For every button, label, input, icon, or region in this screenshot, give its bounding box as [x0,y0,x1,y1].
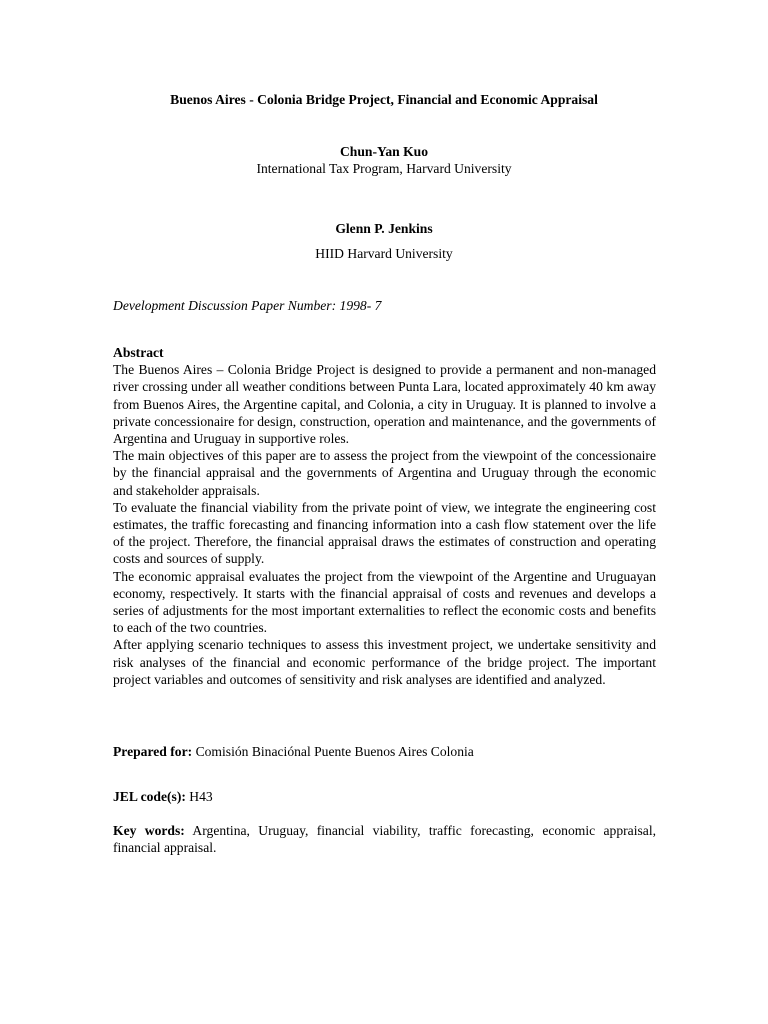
abstract-section [113,344,656,688]
prepared-for-line [113,743,656,760]
author-2-affiliation: HIID Harvard University [315,246,453,261]
author-1-name: Chun-Yan Kuo [339,144,429,159]
abstract-paragraph: The main objectives of this paper are to assess the project from the viewpoint of the concessionaire by the financial appraisal and the governments of Argentina and Uruguay through the economic and stakeholder appraisals. [113,448,656,498]
jel-code-value: H43 [189,789,213,804]
abstract-paragraph: To evaluate the financial viability from the private point of view, we integrate the engineering cost estimates, the traffic forecasting and financing information into a cash flow statement over the life of the project. Therefore, the financial appraisal draws the estimates of construction and operating costs and sources of supply. [113,499,656,567]
keywords-block [113,822,656,856]
jel-code-line [113,788,656,805]
jel-code-label: JEL code(s): [113,789,186,804]
author-1-affiliation: International Tax Program, Harvard University [256,161,512,176]
keywords-value: Argentina, Uruguay, financial viability, traffic forecasting, economic appraisal, financial appraisal. [113,823,656,856]
prepared-for-label: Prepared for: [113,744,193,759]
abstract-paragraph: The economic appraisal evaluates the project from the viewpoint of the Argentine and Uruguayan economy, respectively. It starts with the financial appraisal of costs and revenues and develops a series of adjustments for the most important externalities to reflect the economic costs and benefits to each of the two countries. [113,568,656,636]
prepared-for-value: Comisión Binaciónal Puente Buenos Aires Colonia [195,744,474,759]
paper-number: Development Discussion Paper Number: 1998- 7 [113,298,382,313]
abstract-heading: Abstract [113,345,164,360]
abstract-paragraph: After applying scenario techniques to assess this investment project, we undertake sensitivity and risk analyses of the financial and economic performance of the bridge project. The important project variables and outcomes of sensitivity and risk analyses are identified and analyzed. [113,637,656,687]
author-2-name: Glenn P. Jenkins [335,221,433,236]
abstract-paragraph: The Buenos Aires – Colonia Bridge Project is designed to provide a permanent and non-managed river crossing under all weather conditions between Punta Lara, located approximately 40 km away from Buenos Aires, the Argentine capital, and Colonia, a city in Uruguay. It is planned to involve a private concessionaire for design, construction, operation and maintenance, and the governments of Argentina and Uruguay in supportive roles. [113,362,656,447]
paper-title: Buenos Aires - Colonia Bridge Project, Financial and Economic Appraisal [170,92,598,107]
keywords-label: Key words: [113,823,185,838]
